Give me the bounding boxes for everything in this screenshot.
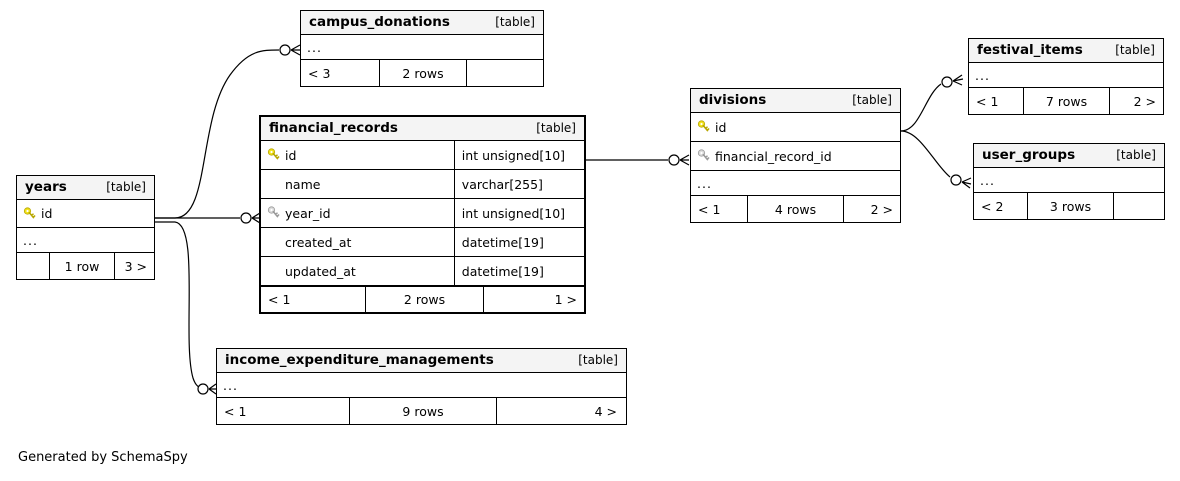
column-name: name bbox=[285, 176, 321, 192]
collapsed-columns-indicator: ... bbox=[691, 171, 900, 196]
collapsed-columns-indicator: ... bbox=[17, 228, 154, 253]
column-name: updated_at bbox=[285, 263, 356, 279]
table-row[interactable] bbox=[261, 199, 584, 228]
column-type: int unsigned[10] bbox=[454, 199, 584, 227]
footer-outgoing-count: 1 > bbox=[554, 292, 577, 307]
table-kind-label: [table] bbox=[1115, 43, 1155, 57]
footer-outgoing-count: 2 > bbox=[1133, 93, 1156, 109]
table-row[interactable] bbox=[261, 141, 584, 170]
table-header bbox=[261, 117, 584, 141]
collapsed-columns-indicator: ... bbox=[969, 63, 1163, 88]
column-name: created_at bbox=[285, 234, 352, 250]
footer-incoming-count: < 1 bbox=[268, 292, 291, 307]
table-row[interactable] bbox=[691, 113, 900, 142]
table-footer bbox=[17, 253, 154, 279]
footer-row-count: 2 rows bbox=[379, 60, 467, 86]
table-kind-label: [table] bbox=[536, 121, 576, 135]
table-footer bbox=[217, 398, 626, 424]
primary-key-icon bbox=[267, 148, 281, 162]
table-row[interactable] bbox=[261, 228, 584, 257]
table-kind-label: [table] bbox=[852, 93, 892, 107]
table-kind-label: [table] bbox=[495, 15, 535, 29]
table-footer bbox=[974, 193, 1164, 219]
footer-outgoing-count: 4 > bbox=[594, 403, 617, 419]
table-income-expenditure-managements[interactable] bbox=[216, 348, 627, 425]
footer-row-count: 1 row bbox=[49, 253, 115, 279]
column-name: id bbox=[41, 206, 53, 221]
footer-row-count: 4 rows bbox=[747, 196, 844, 222]
footer-row-count: 3 rows bbox=[1027, 193, 1114, 219]
table-row[interactable] bbox=[261, 257, 584, 286]
table-title: years bbox=[25, 179, 67, 195]
footer-row-count: 2 rows bbox=[365, 287, 484, 312]
footer-row-count: 9 rows bbox=[349, 398, 497, 424]
table-divisions[interactable] bbox=[690, 88, 901, 223]
table-footer bbox=[301, 60, 543, 86]
table-header bbox=[301, 11, 543, 35]
footer-incoming-count: < 2 bbox=[981, 198, 1004, 214]
column-name: year_id bbox=[285, 205, 331, 221]
collapsed-columns-indicator: ... bbox=[974, 168, 1164, 193]
column-type: varchar[255] bbox=[454, 170, 584, 198]
column-type: datetime[19] bbox=[454, 257, 584, 285]
table-row[interactable] bbox=[17, 200, 154, 228]
footer-outgoing-count: 2 > bbox=[870, 201, 893, 217]
footer-row-count: 7 rows bbox=[1023, 88, 1110, 114]
foreign-key-icon bbox=[697, 149, 711, 163]
primary-key-icon bbox=[23, 207, 37, 221]
table-title: income_expenditure_managements bbox=[225, 352, 494, 368]
table-festival-items[interactable] bbox=[968, 38, 1164, 115]
footer-outgoing-count bbox=[467, 60, 543, 86]
table-kind-label: [table] bbox=[106, 180, 146, 194]
table-user-groups[interactable] bbox=[973, 143, 1165, 220]
column-name: id bbox=[285, 147, 297, 163]
table-footer bbox=[691, 196, 900, 222]
table-kind-label: [table] bbox=[578, 353, 618, 367]
table-title: festival_items bbox=[977, 42, 1083, 58]
table-kind-label: [table] bbox=[1116, 148, 1156, 162]
table-title: campus_donations bbox=[309, 14, 450, 30]
blank-key-icon bbox=[267, 177, 281, 191]
primary-key-icon bbox=[697, 120, 711, 134]
footer-outgoing-count bbox=[1114, 193, 1164, 219]
column-type: datetime[19] bbox=[454, 228, 584, 256]
table-header bbox=[974, 144, 1164, 168]
blank-key-icon bbox=[267, 235, 281, 249]
generator-credit: Generated by SchemaSpy bbox=[18, 450, 188, 465]
collapsed-columns-indicator: ... bbox=[217, 373, 626, 398]
table-header bbox=[691, 89, 900, 113]
table-title: user_groups bbox=[982, 147, 1076, 163]
table-footer bbox=[261, 286, 584, 312]
footer-incoming-count: < 1 bbox=[976, 93, 999, 109]
footer-incoming-count: < 1 bbox=[224, 403, 247, 419]
table-row[interactable] bbox=[261, 170, 584, 199]
foreign-key-icon bbox=[267, 206, 281, 220]
table-footer bbox=[969, 88, 1163, 114]
table-header bbox=[17, 176, 154, 200]
collapsed-columns-indicator: ... bbox=[301, 35, 543, 60]
table-header bbox=[217, 349, 626, 373]
table-years[interactable] bbox=[16, 175, 155, 280]
table-title: divisions bbox=[699, 92, 767, 108]
footer-incoming-count: < 1 bbox=[698, 201, 721, 217]
table-campus-donations[interactable] bbox=[300, 10, 544, 87]
table-row[interactable] bbox=[691, 142, 900, 171]
footer-incoming-count bbox=[17, 253, 49, 279]
table-financial-records[interactable] bbox=[259, 115, 586, 314]
table-title: financial_records bbox=[269, 120, 398, 136]
column-name: financial_record_id bbox=[715, 148, 832, 164]
footer-outgoing-count: 3 > bbox=[124, 258, 147, 274]
blank-key-icon bbox=[267, 264, 281, 278]
column-type: int unsigned[10] bbox=[454, 141, 584, 169]
table-header bbox=[969, 39, 1163, 63]
column-name: id bbox=[715, 119, 727, 135]
footer-incoming-count: < 3 bbox=[308, 65, 331, 81]
